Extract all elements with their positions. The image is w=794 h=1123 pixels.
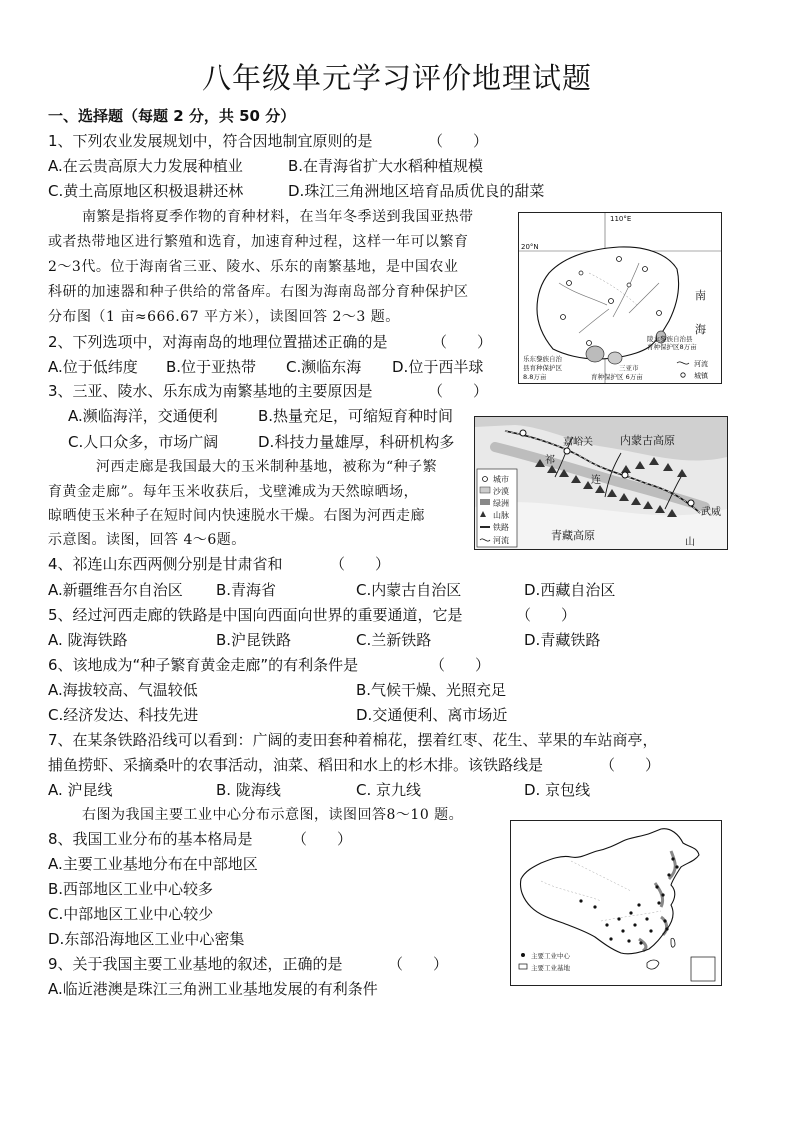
qilian-mountain-label: 连 xyxy=(591,475,601,486)
q9-stem: 9、关于我国主要工业基地的叙述，正确的是 xyxy=(48,955,343,973)
q1-option-d: D.珠江三角洲地区培育品质优良的甜菜 xyxy=(288,182,545,200)
q6-option-b: B.气候干燥、光照充足 xyxy=(356,681,507,699)
hexi-corridor-map xyxy=(474,416,728,550)
q1-stem: 1、下列农业发展规划中，符合因地制宜原则的是 xyxy=(48,132,373,150)
q3-option-a: A.濒临海洋，交通便利 xyxy=(68,407,218,425)
legend-industrial-base: 主要工业基地 xyxy=(531,964,570,972)
q2-stem: 2、下列选项中，对海南岛的地理位置描述正确的是 xyxy=(48,333,388,351)
qilian-mountain-label: 山 xyxy=(685,537,695,548)
china-industry-map xyxy=(510,820,722,986)
passage2-line: 育黄金走廊”。每年玉米收获后，戈壁滩成为天然晾晒场， xyxy=(48,484,419,500)
q3-option-b: B.热量充足，可缩短育种时间 xyxy=(258,407,454,425)
q2-blank: （ ） xyxy=(432,333,493,351)
section-heading: 一、选择题（每题 2 分，共 50 分） xyxy=(48,107,296,125)
q6-option-d: D.交通便利、离市场近 xyxy=(356,706,508,724)
q4-stem: 4、祁连山东西两侧分别是甘肃省和 xyxy=(48,555,283,573)
legend-item: 铁路 xyxy=(493,523,509,532)
page-title: 八年级单元学习评价地理试题 xyxy=(201,61,592,95)
q4-option-c: C.内蒙古自治区 xyxy=(356,581,462,599)
q6-blank: （ ） xyxy=(430,656,491,674)
legend-industrial-center: 主要工业中心 xyxy=(531,952,570,960)
legend-item: 沙漠 xyxy=(493,487,509,496)
q7-option-b: B. 陇海线 xyxy=(216,781,281,799)
passage3-line: 右图为我国主要工业中心分布示意图，读图回答8～10 题。 xyxy=(82,807,464,823)
ledong-label: 县育种保护区 xyxy=(523,364,562,372)
q3-option-d: D.科技力量雄厚，科研机构多 xyxy=(258,433,455,451)
sanya-label: 育种保护区 6万亩 xyxy=(591,373,643,381)
legend-item: 城市 xyxy=(493,475,509,484)
passage2-line: 河西走廊是我国最大的玉米制种基地，被称为“种子繁 xyxy=(96,459,438,475)
passage2-line: 晾晒使玉米种子在短时间内快速脱水干燥。右图为河西走廊 xyxy=(48,508,425,524)
sea-label: 南 xyxy=(695,289,706,302)
q1-blank: （ ） xyxy=(428,132,489,150)
passage1-line: 2～3代。位于海南省三亚、陵水、乐东的南繁基地，是中国农业 xyxy=(48,259,459,275)
q8-blank: （ ） xyxy=(292,830,353,848)
qinghai-tibet-plateau-label: 青藏高原 xyxy=(551,529,595,542)
q7-option-a: A. 沪昆线 xyxy=(48,781,113,799)
q5-option-b: B.沪昆铁路 xyxy=(216,631,292,649)
q5-option-a: A. 陇海铁路 xyxy=(48,631,128,649)
q7-stem: 7、在某条铁路沿线可以看到：广阔的麦田套种着棉花，摆着红枣、花生、苹果的车站商亭， xyxy=(48,731,658,749)
q5-option-c: C.兰新铁路 xyxy=(356,631,432,649)
q1-option-c: C.黄土高原地区积极退耕还林 xyxy=(48,182,244,200)
q4-option-d: D.西藏自治区 xyxy=(524,581,616,599)
q4-option-b: B.青海省 xyxy=(216,581,277,599)
q6-stem: 6、该地成为“种子繁育黄金走廊”的有利条件是 xyxy=(48,656,359,674)
passage1-line: 或者热带地区进行繁殖和选育，加速育种过程，这样一年可以繁育 xyxy=(48,234,469,250)
qilian-mountain-label: 祁 xyxy=(545,455,555,466)
q3-option-c: C.人口众多，市场广阔 xyxy=(68,433,219,451)
latitude-label: 20°N xyxy=(521,243,539,251)
q8-option-d: D.东部沿海地区工业中心密集 xyxy=(48,930,245,948)
q5-option-d: D.青藏铁路 xyxy=(524,631,601,649)
sea-label: 海 xyxy=(695,323,706,336)
q2-option-a: A.位于低纬度 xyxy=(48,358,138,376)
q7-stem: 捕鱼捞虾、采摘桑叶的农事活动，油菜、稻田和水上的杉木排。该铁路线是 xyxy=(48,756,544,774)
q8-stem: 8、我国工业分布的基本格局是 xyxy=(48,830,253,848)
q6-option-a: A.海拔较高、气温较低 xyxy=(48,681,198,699)
q1-option-b: B.在青海省扩大水稻种植规模 xyxy=(288,157,484,175)
q8-option-c: C.中部地区工业中心较少 xyxy=(48,905,214,923)
q4-option-a: A.新疆维吾尔自治区 xyxy=(48,581,183,599)
legend-city: 城镇 xyxy=(694,372,708,380)
lingshui-label: 陵水黎族自治县 xyxy=(647,335,693,343)
ledong-label: 乐东黎族自治 xyxy=(523,355,562,363)
jiayuguan-label: 嘉峪关 xyxy=(563,437,593,448)
q2-option-d: D.位于西半球 xyxy=(392,358,484,376)
ledong-label: 8.8万亩 xyxy=(523,373,547,381)
q2-option-b: B.位于亚热带 xyxy=(166,358,257,376)
legend-item: 绿洲 xyxy=(493,499,509,508)
q8-option-b: B.西部地区工业中心较多 xyxy=(48,880,214,898)
legend-item: 河流 xyxy=(493,536,509,545)
sanya-label: 三亚市 xyxy=(619,364,639,372)
q2-option-c: C.濒临东海 xyxy=(286,358,362,376)
q9-blank: （ ） xyxy=(388,955,449,973)
longitude-label: 110°E xyxy=(610,215,632,223)
q4-blank: （ ） xyxy=(330,555,391,573)
passage2-line: 示意图。读图，回答 4～6题。 xyxy=(48,532,246,548)
q3-blank: （ ） xyxy=(428,382,489,400)
legend-item: 山脉 xyxy=(493,511,509,520)
q1-option-a: A.在云贵高原大力发展种植业 xyxy=(48,157,243,175)
wuwei-label: 武威 xyxy=(701,507,721,518)
passage1-line: 科研的加速器和种子供给的常备库。右图为海南岛部分育种保护区 xyxy=(48,284,469,300)
q3-stem: 3、三亚、陵水、乐东成为南繁基地的主要原因是 xyxy=(48,382,373,400)
q7-option-d: D. 京包线 xyxy=(524,781,591,799)
q6-option-c: C.经济发达、科技先进 xyxy=(48,706,199,724)
q8-option-a: A.主要工业基地分布在中部地区 xyxy=(48,855,258,873)
inner-mongolia-plateau-label: 内蒙古高原 xyxy=(620,434,675,447)
q7-blank: （ ） xyxy=(600,756,661,774)
passage1-line: 分布图（1 亩≈666.67 平方米），读图回答 2～3 题。 xyxy=(48,309,400,325)
q7-option-c: C. 京九线 xyxy=(356,781,422,799)
lingshui-label: 育种保护区8万亩 xyxy=(647,343,697,351)
passage1-line: 南繁是指将夏季作物的育种材料，在当年冬季送到我国亚热带 xyxy=(82,209,474,225)
q5-stem: 5、经过河西走廊的铁路是中国向西面向世界的重要通道，它是 xyxy=(48,606,463,624)
q9-option-a: A.临近港澳是珠江三角洲工业基地发展的有利条件 xyxy=(48,980,378,998)
hainan-breeding-map xyxy=(518,212,722,384)
q5-blank: （ ） xyxy=(516,606,577,624)
legend-river: 河流 xyxy=(694,360,708,368)
